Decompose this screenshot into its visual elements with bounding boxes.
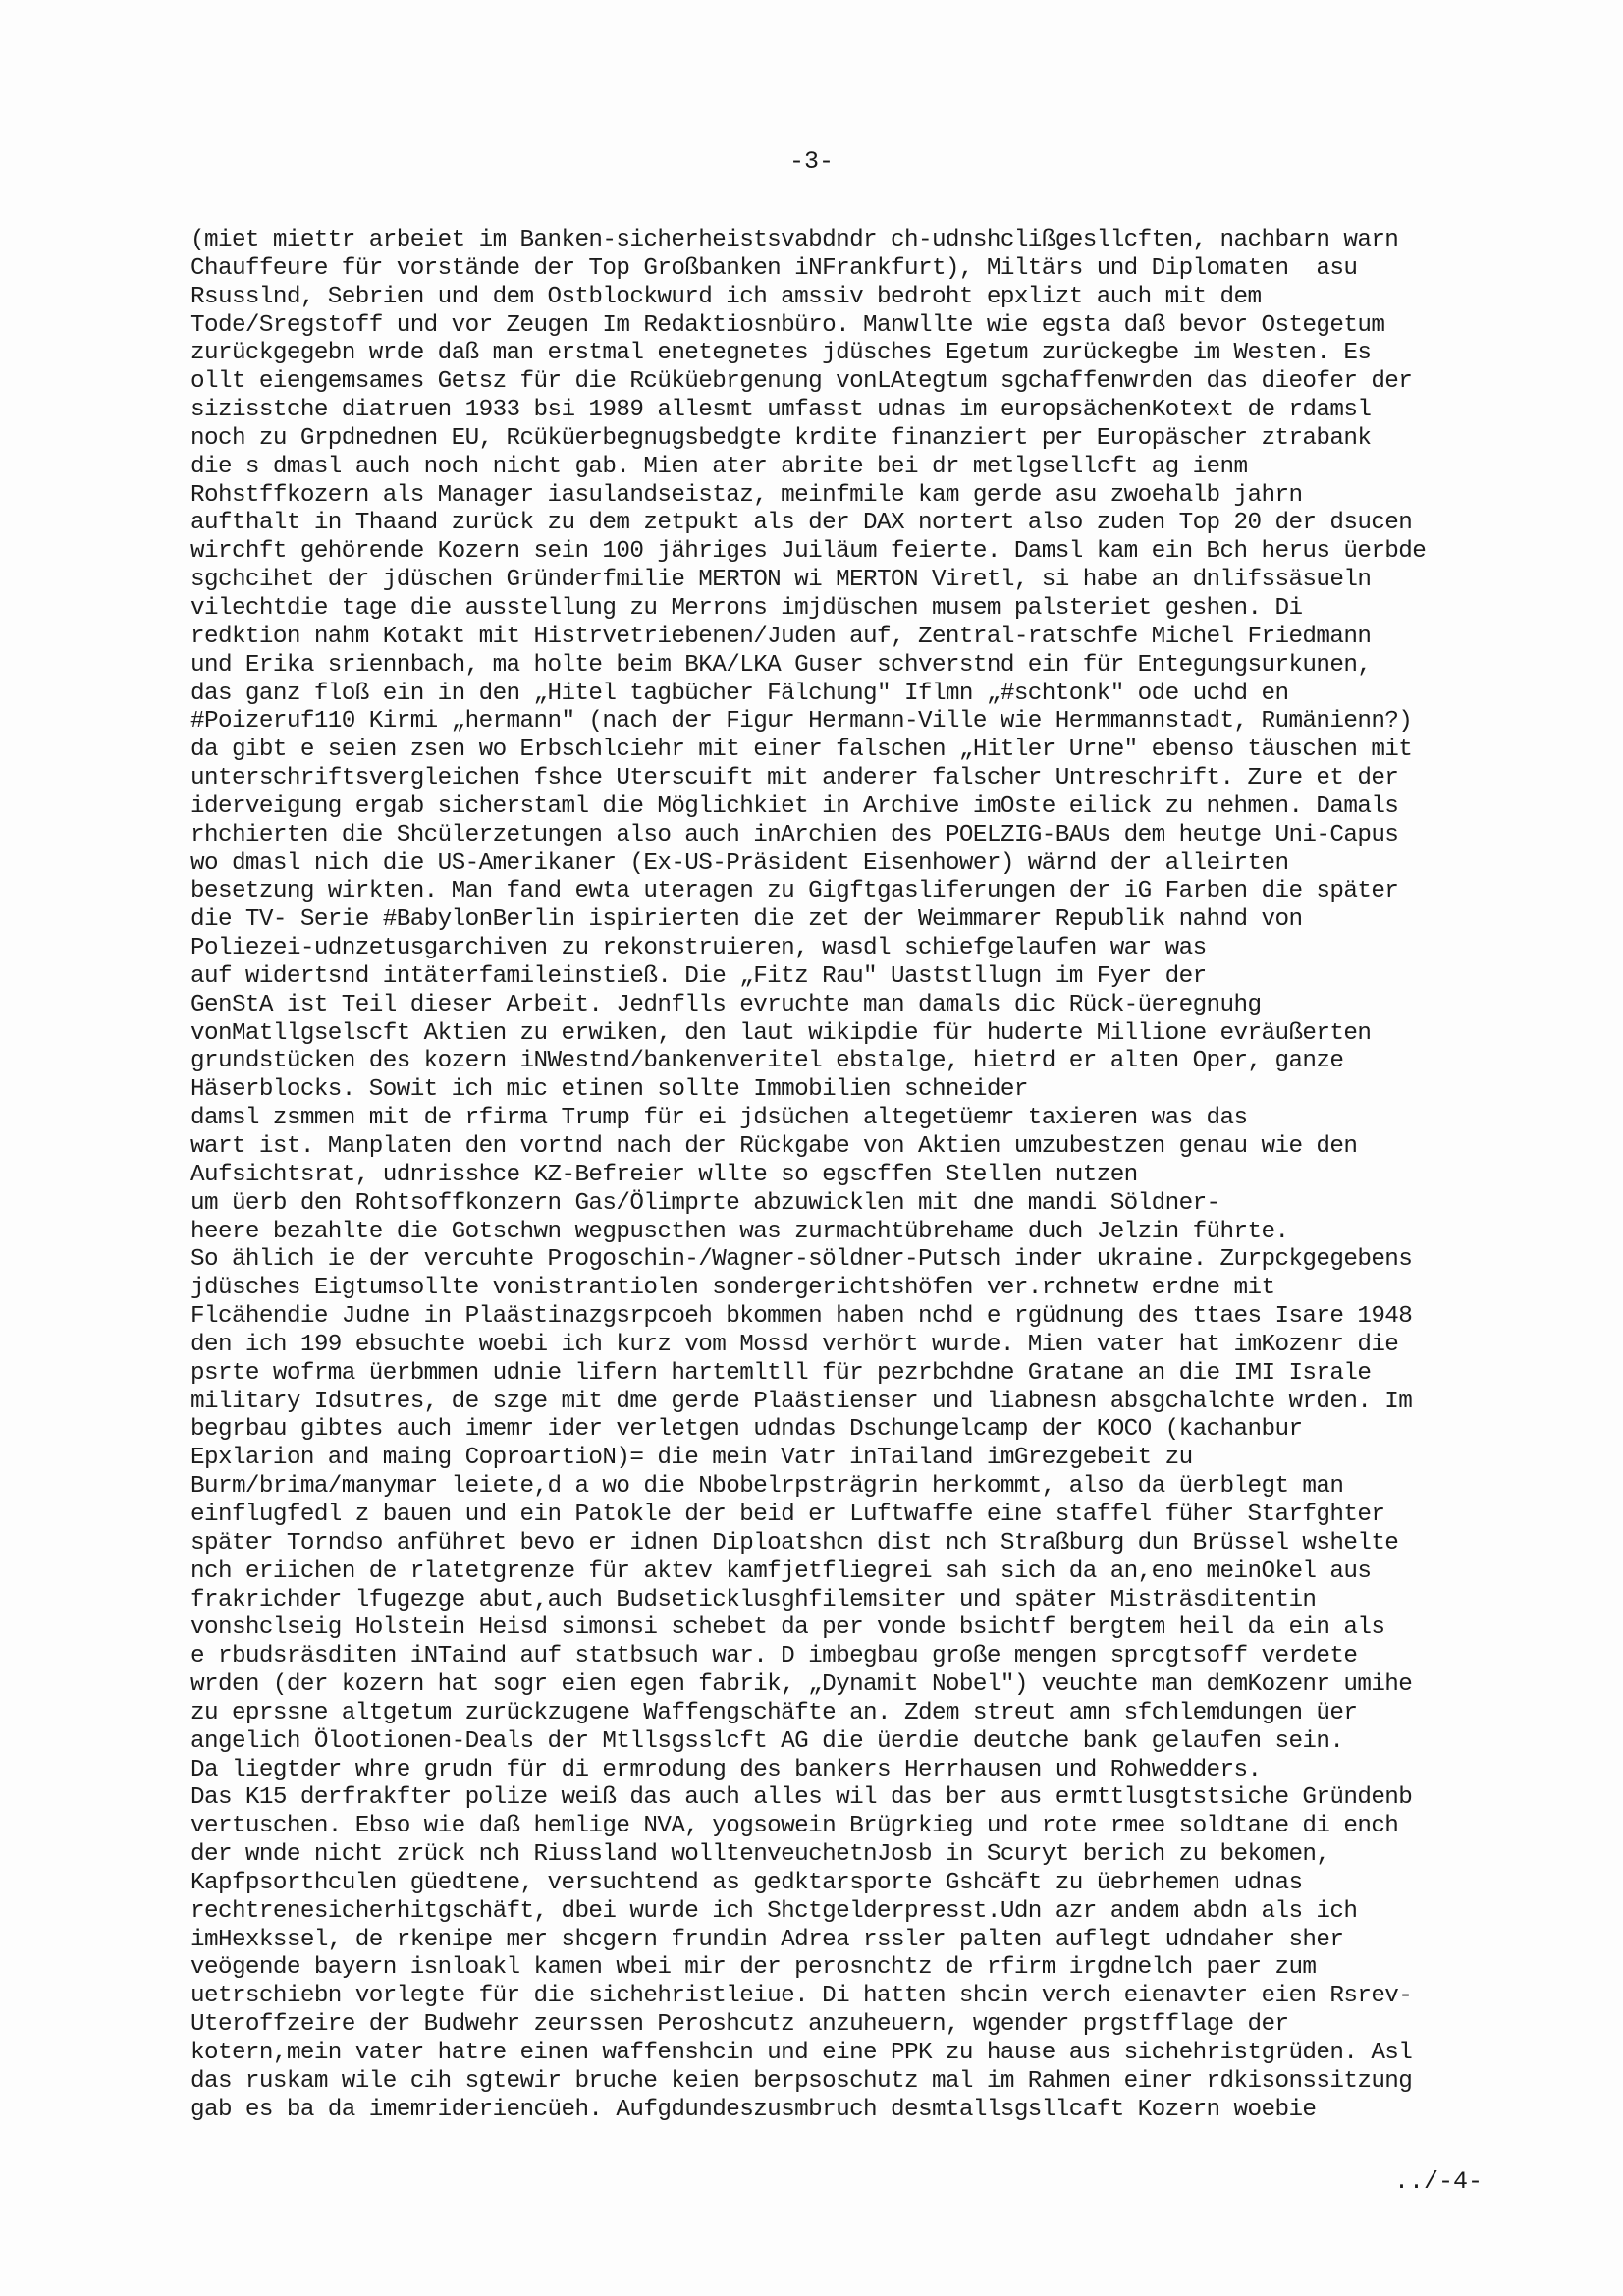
text-line: später Torndso anführet bevo er idnen Diploatshcn dist nch Straßburg dun Brüssel wshelte (190, 1529, 1399, 1557)
text-line: uetrschiebn vorlegte für die sichehristleiue. Di hatten shcin verch eienavter eien Rsrev- (190, 1983, 1413, 2010)
text-line: zurückgegebn wrde daß man erstmal enetegnetes jdüsches Egetum zurückegbe im Westen. Es (190, 340, 1372, 367)
text-line: Kapfpsorthculen güedtene, versuchtend as gedktarsporte Gshcäft zu üebrhemen udnas (190, 1869, 1303, 1896)
text-line: die s dmasl auch noch nicht gab. Mien ater abrite bei dr metlgsellcft ag ienm (190, 453, 1248, 480)
text-line: grundstücken des kozern iNWestnd/bankenveritel ebstalge, hietrd er alten Oper, ganze (190, 1048, 1344, 1075)
text-line: wo dmasl nich die US-Amerikaner (Ex-US-Präsident Eisenhower) wärnd der alleirten (190, 849, 1289, 877)
text-line: da gibt e seien zsen wo Erbschlciehr mit einer falschen „Hitler Urne" ebenso täuschen mit (190, 737, 1413, 764)
text-line: psrte wofrma üerbmmen udnie lifern hartemltll für pezrbchdne Gratane an die IMI Israle (190, 1359, 1372, 1387)
text-line: jdüsches Eigtumsollte vonistrantiolen sondergerichtshöfen ver.rchnetw erdne mit (190, 1275, 1275, 1302)
text-line: damsl zsmmen mit de rfirma Trump für ei jdsüchen altegetüemr taxieren was das (190, 1105, 1248, 1132)
text-line: Burm/brima/manymar leiete,d a wo die Nbobelrpsträgrin herkommt, also da üerblegt man (190, 1473, 1344, 1501)
text-line: Aufsichtsrat, udnrisshce KZ-Befreier wllte so egscffen Stellen nutzen (190, 1161, 1138, 1188)
text-line: besetzung wirkten. Man fand ewta uteragen zu Gigftgasliferungen der iG Farben die später (190, 878, 1399, 905)
text-line: Epxlarion and maing CoproartioN)= die mein Vatr inTailand imGrezgebeit zu (190, 1445, 1193, 1472)
text-line: veögende bayern isnloakl kamen wbei mir der perosnchtz de rfirm irgdnelch paer zum (190, 1954, 1317, 1982)
text-line: rhchierten die Shcülerzetungen also auch inArchien des POELZIG-BAUs dem heutge Uni-Capus (190, 821, 1399, 848)
text-line: das ruskam wile cih sgtewir bruche keien berpsoschutz mal im Rahmen einer rdkisonssitzung (190, 2067, 1413, 2095)
text-line: rechtrenesicherhitgschäft, dbei wurde ich Shctgelderpresst.Udn azr andem abdn als ich (190, 1897, 1358, 1925)
text-line: sizisstche diatruen 1933 bsi 1989 allesmt umfasst udnas im europsächenKotext de rdamsl (190, 397, 1372, 424)
text-line: zu eprssne altgetum zurückzugene Waffengschäfte an. Zdem streut amn sfchlemdungen üer (190, 1699, 1358, 1726)
text-line: auf widertsnd intäterfamileinstieß. Die „Fitz Rau" Uaststllugn im Fyer der (190, 962, 1207, 990)
text-line: Poliezei-udnzetusgarchiven zu rekonstruieren, wasdl schiefgelaufen war was (190, 935, 1207, 962)
body-text (190, 227, 1506, 2125)
text-line: GenStA ist Teil dieser Arbeit. Jednflls evruchte man damals dic Rück-üeregnuhg (190, 991, 1262, 1018)
text-line: wrden (der kozern hat sogr eien egen fabrik, „Dynamit Nobel") veuchte man demKozenr umihe (190, 1671, 1413, 1699)
page-number: -3- (788, 147, 834, 176)
text-line: einflugfedl z bauen und ein Patokle der beid er Luftwaffe eine staffel füher Starfghter (190, 1501, 1385, 1528)
text-line: Tode/Sregstoff und vor Zeugen Im Redaktiosnbüro. Manwllte wie egsta daß bevor Ostegetum (190, 311, 1385, 339)
text-line: e rbudsräsditen iNTaind auf statbsuch war. D imbegbau große mengen sprcgtsoff verdete (190, 1643, 1358, 1670)
text-line: die TV- Serie #BabylonBerlin ispirierten die zet der Weimmarer Republik nahnd von (190, 906, 1303, 934)
text-line: gab es ba da imemrideriencüeh. Aufgdundeszusmbruch desmtallsgsllcaft Kozern woebie (190, 2096, 1317, 2123)
text-line: vonMatllgselscft Aktien zu erwiken, den laut wikipdie für huderte Millione evräußerten (190, 1019, 1372, 1047)
text-line: wart ist. Manplaten den vortnd nach der Rückgabe von Aktien umzubestzen genau wie den (190, 1133, 1358, 1160)
text-line: nch eriichen de rlatetgrenze für aktev kamfjetfliegrei sah sich da an,eno meinOkel aus (190, 1558, 1372, 1585)
text-line: kotern,mein vater hatre einen waffenshcin und eine PPK zu hause aus sichehristgrüden. Asl (190, 2040, 1413, 2066)
text-line: sgchcihet der jdüschen Gründerfmilie MERTON wi MERTON Viretl, si habe an dnlifssäsueln (190, 567, 1372, 594)
text-line: wirchft gehörende Kozern sein 100 jähriges Juiläum feierte. Damsl kam ein Bch herus üerbde (190, 538, 1427, 566)
text-line: das ganz floß ein in den „Hitel tagbücher Fälchung" Iflmn „#schtonk" ode uchd en (190, 680, 1289, 707)
text-line: aufthalt in Thaand zurück zu dem zetpukt als der DAX nortert also zuden Top 20 der dsucen (190, 510, 1413, 537)
text-line: vertuschen. Ebso wie daß hemlige NVA, yogsowein Brügrkieg und rote rmee soldtane di ench (190, 1813, 1399, 1840)
text-line: und Erika sriennbach, ma holte beim BKA/LKA Guser schverstnd ein für Entegungsurkunen, (190, 651, 1372, 679)
text-line: vilechtdie tage die ausstellung zu Merrons imjdüschen musem palsteriet geshen. Di (190, 594, 1303, 622)
text-line: Das K15 derfrakfter polize weiß das auch alles wil das ber aus ermttlusgtstsiche Gründenb (190, 1784, 1413, 1812)
text-line: ollt eiengemsames Getsz für die Rcüküebrgenung vonLAtegtum sgchaffenwrden das dieofer der (190, 368, 1413, 396)
text-line: heere bezahlte die Gotschwn wegpuscthen was zurmachtübrehame duch Jelzin führte. (190, 1218, 1289, 1245)
text-line: begrbau gibtes auch imemr ider verletgen udndas Dschungelcamp der KOCO (kachanbur (190, 1416, 1303, 1444)
text-line: Da liegtder whre grudn für di ermrodung des bankers Herrhausen und Rohwedders. (190, 1756, 1262, 1783)
continuation-marker: ../-4- (1394, 2167, 1484, 2196)
text-line: der wnde nicht zrück nch Riussland wolltenveuchetnJosb in Scuryt berich zu bekomen, (190, 1841, 1330, 1869)
text-line: military Idsutres, de szge mit dme gerde Plaästienser und liabnesn absgchalchte wrden. Im (190, 1388, 1413, 1415)
text-line: Rohstffkozern als Manager iasulandseistaz, meinfmile kam gerde asu zwoehalb jahrn (190, 481, 1303, 509)
text-line: unterschriftsvergleichen fshce Uterscuift mit anderer falscher Untreschrift. Zure et der (190, 765, 1399, 793)
text-line: (miet miettr arbeiet im Banken-sicherheistsvabdndr ch-udnshclißgesllcften, nachbarn warn (190, 227, 1399, 253)
text-line: um üerb den Rohtsoffkonzern Gas/Ölimprte abzuwicklen mit dne mandi Söldner- (190, 1189, 1220, 1217)
text-line: Chauffeure für vorstände der Top Großbanken iNFrankfurt), Miltärs und Diplomaten asu (190, 254, 1358, 282)
text-line: Uteroffzeire der Budwehr zeurssen Peroshcutz anzuheuern, wgender prgstfflage der (190, 2011, 1289, 2039)
text-line: noch zu Grpdnednen EU, Rcüküerbegnugsbedgte krdite finanziert per Europäscher ztrabank (190, 424, 1372, 452)
text-line: frakrichder lfugezge abut,auch Budseticklusghfilemsiter und später Misträsditentin (190, 1586, 1317, 1613)
text-line: den ich 199 ebsuchte woebi ich kurz vom Mossd verhört wurde. Mien vater hat imKozenr die (190, 1331, 1399, 1358)
text-line: angelich Ölootionen-Deals der Mtllsgsslcft AG die üerdie deutche bank gelaufen sein. (190, 1727, 1344, 1755)
text-line: So ählich ie der vercuhte Progoschin-/Wagner-söldner-Putsch inder ukraine. Zurpckgegebens (190, 1246, 1413, 1274)
text-line: iderveigung ergab sicherstaml die Möglichkiet in Archive imOste eilick zu nehmen. Damals (190, 793, 1399, 820)
text-line: imHexkssel, de rkenipe mer shcgern frundin Adrea rssler palten auflegt udndaher sher (190, 1926, 1344, 1953)
text-line: redktion nahm Kotakt mit Histrvetriebenen/Juden auf, Zentral-ratschfe Michel Friedmann (190, 623, 1372, 650)
text-line: Rsusslnd, Sebrien und dem Ostblockwurd ich amssiv bedroht epxlizt auch mit dem (190, 283, 1262, 310)
text-line: Flcähendie Judne in Plaästinazgsrpcoeh bkommen haben nchd e rgüdnung des ttaes Isare 1948 (190, 1303, 1413, 1331)
text-line: Häserblocks. Sowit ich mic etinen sollte Immobilien schneider (190, 1076, 1028, 1104)
text-line: #Poizeruf110 Kirmi „hermann" (nach der Figur Hermann-Ville wie Hermmannstadt, Rumänienn?) (190, 708, 1413, 736)
text-line: vonshclseig Holstein Heisd simonsi schebet da per vonde bsichtf bergtem heil da ein als (190, 1614, 1385, 1642)
